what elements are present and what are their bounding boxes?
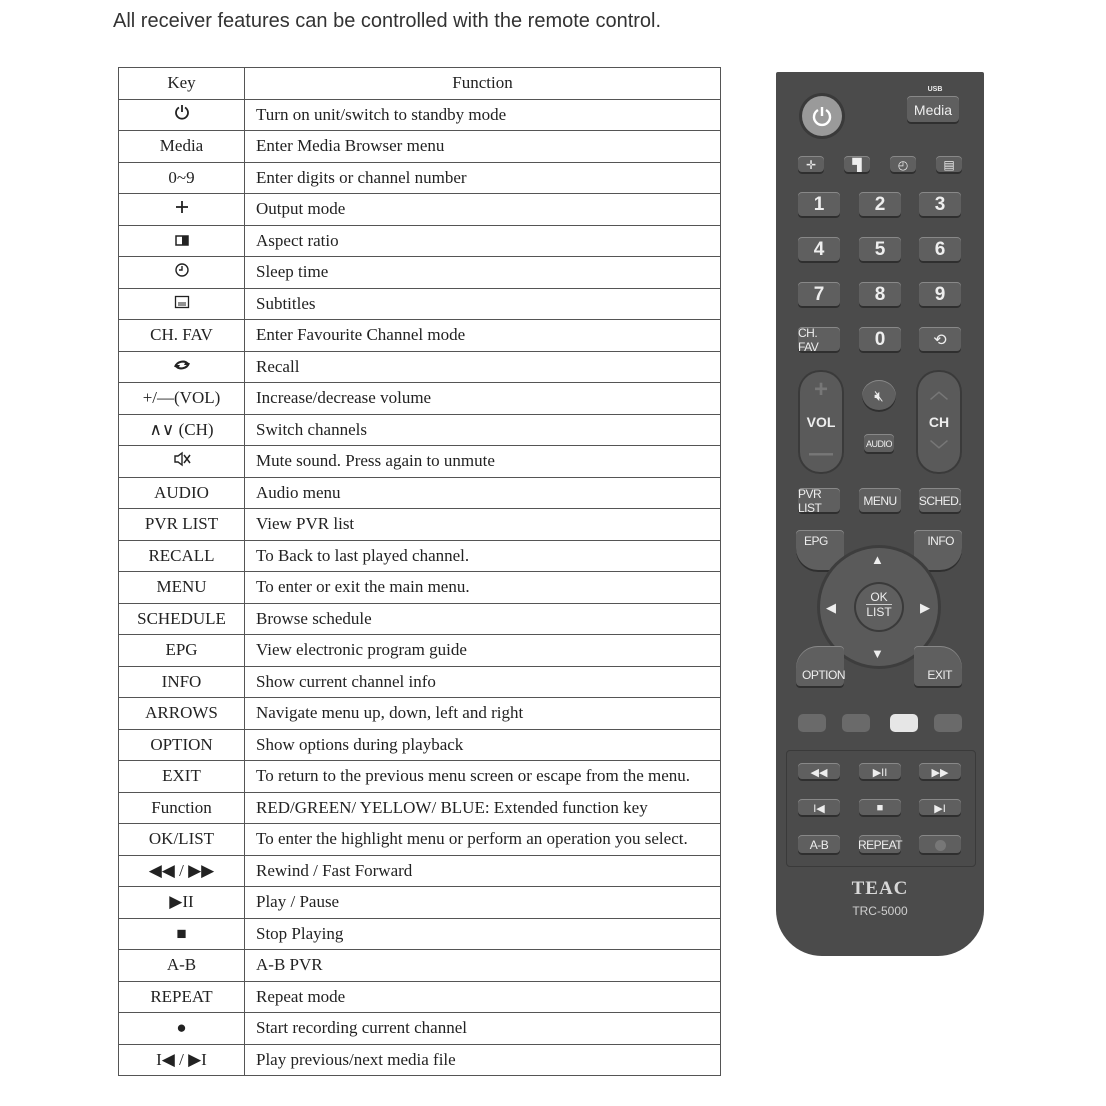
table-row	[119, 131, 721, 163]
output-mode-icon	[174, 200, 190, 219]
table-row	[119, 887, 721, 919]
yellow-function-button[interactable]	[890, 714, 918, 732]
table-row	[119, 792, 721, 824]
function-cell: To enter the highlight menu or perform an operation you select.	[245, 824, 721, 856]
key-cell: SCHEDULE	[119, 603, 245, 635]
channel-rocker[interactable]	[916, 370, 962, 474]
function-cell: Enter Favourite Channel mode	[245, 320, 721, 352]
volume-down-icon: —	[809, 440, 833, 467]
key-cell	[119, 257, 245, 289]
red-function-button[interactable]	[798, 714, 826, 732]
key-cell	[119, 194, 245, 226]
record-icon	[935, 840, 946, 851]
usb-label: USB	[927, 86, 943, 93]
blue-function-button[interactable]	[934, 714, 962, 732]
subtitles-button[interactable]	[936, 156, 962, 174]
digit-2-button[interactable]: 2	[859, 192, 901, 218]
recall-button[interactable]	[919, 327, 961, 353]
digit-0-button[interactable]: 0	[859, 327, 901, 353]
digit-8-button[interactable]: 8	[859, 282, 901, 308]
function-cell: Navigate menu up, down, left and right	[245, 698, 721, 730]
digit-4-button[interactable]: 4	[798, 237, 840, 263]
table-row	[119, 666, 721, 698]
mute-icon	[173, 452, 191, 471]
remote-control	[776, 72, 984, 956]
key-cell: Media	[119, 131, 245, 163]
function-cell: Enter Media Browser menu	[245, 131, 721, 163]
output-mode-icon: ✛	[805, 158, 817, 172]
function-cell: Enter digits or channel number	[245, 162, 721, 194]
previous-button[interactable]: I◀	[798, 799, 840, 817]
table-row	[119, 99, 721, 131]
power-icon	[174, 105, 190, 124]
channel-up-icon: ︿	[930, 382, 948, 402]
key-cell: A-B	[119, 950, 245, 982]
table-row	[119, 288, 721, 320]
key-column-header: Key	[119, 68, 245, 100]
key-cell: RECALL	[119, 540, 245, 572]
table-row	[119, 477, 721, 509]
key-cell: OPTION	[119, 729, 245, 761]
function-cell: View PVR list	[245, 509, 721, 541]
key-function-table	[118, 67, 721, 1076]
power-icon	[811, 105, 833, 127]
key-cell: AUDIO	[119, 477, 245, 509]
table-row	[119, 194, 721, 226]
digit-5-button[interactable]: 5	[859, 237, 901, 263]
function-cell: Audio menu	[245, 477, 721, 509]
table-row	[119, 540, 721, 572]
rewind-button[interactable]: ◀◀	[798, 763, 840, 781]
ab-button[interactable]: A-B	[798, 835, 840, 855]
key-cell: INFO	[119, 666, 245, 698]
table-row	[119, 572, 721, 604]
function-cell: Output mode	[245, 194, 721, 226]
key-cell: I◀ / ▶I	[119, 1044, 245, 1076]
channel-down-icon: ﹀	[930, 440, 948, 460]
function-cell: Turn on unit/switch to standby mode	[245, 99, 721, 131]
function-cell: Browse schedule	[245, 603, 721, 635]
digit-1-button[interactable]: 1	[798, 192, 840, 218]
table-row	[119, 383, 721, 415]
pvr-list-button[interactable]: PVR LIST	[798, 488, 840, 514]
menu-button[interactable]: MENU	[859, 488, 901, 514]
ok-label: OK	[866, 590, 892, 605]
key-cell: CH. FAV	[119, 320, 245, 352]
function-cell: To return to the previous menu screen or escape from the menu.	[245, 761, 721, 793]
key-cell: PVR LIST	[119, 509, 245, 541]
table-row	[119, 950, 721, 982]
next-button[interactable]: ▶I	[919, 799, 961, 817]
aspect-ratio-button[interactable]	[844, 156, 870, 174]
table-row	[119, 918, 721, 950]
function-cell: View electronic program guide	[245, 635, 721, 667]
digit-7-button[interactable]: 7	[798, 282, 840, 308]
digit-6-button[interactable]: 6	[919, 237, 961, 263]
play-pause-button[interactable]: ▶II	[859, 763, 901, 781]
brand-logo: TEAC	[851, 878, 909, 899]
function-cell: Subtitles	[245, 288, 721, 320]
key-cell	[119, 225, 245, 257]
function-cell: Start recording current channel	[245, 1013, 721, 1045]
key-cell	[119, 351, 245, 383]
exit-button[interactable]: EXIT	[914, 646, 962, 688]
table-row	[119, 509, 721, 541]
ch-fav-button[interactable]: CH. FAV	[798, 327, 840, 353]
fast-forward-button[interactable]: ▶▶	[919, 763, 961, 781]
arrow-down-icon: ▼	[871, 646, 884, 661]
key-cell: 0~9	[119, 162, 245, 194]
key-cell	[119, 446, 245, 478]
table-row	[119, 603, 721, 635]
volume-up-icon: +	[813, 376, 828, 403]
table-row	[119, 446, 721, 478]
key-cell: +/—(VOL)	[119, 383, 245, 415]
model-label: TRC-5000	[852, 904, 908, 918]
table-row	[119, 698, 721, 730]
table-row	[119, 351, 721, 383]
mute-button[interactable]	[862, 380, 896, 412]
key-cell: MENU	[119, 572, 245, 604]
table-row	[119, 855, 721, 887]
sleep-timer-icon	[174, 263, 190, 282]
vol-label: VOL	[806, 414, 836, 430]
volume-rocker[interactable]	[798, 370, 844, 474]
key-cell: EXIT	[119, 761, 245, 793]
key-cell: Function	[119, 792, 245, 824]
table-body	[119, 99, 721, 1076]
ch-label: CH	[928, 414, 950, 430]
function-cell: Rewind / Fast Forward	[245, 855, 721, 887]
digit-9-button[interactable]: 9	[919, 282, 961, 308]
recall-icon	[172, 357, 192, 376]
table-row	[119, 981, 721, 1013]
arrow-up-icon: ▲	[871, 552, 884, 567]
function-cell: Stop Playing	[245, 918, 721, 950]
table-row	[119, 1013, 721, 1045]
subtitles-icon: ▤	[943, 158, 955, 172]
function-cell: Show current channel info	[245, 666, 721, 698]
info-button[interactable]: INFO	[914, 530, 962, 572]
repeat-button[interactable]: REPEAT	[859, 835, 901, 855]
function-cell: Mute sound. Press again to unmute	[245, 446, 721, 478]
intro-text: All receiver features can be controlled with the remote control.	[113, 10, 662, 32]
function-cell: To enter or exit the main menu.	[245, 572, 721, 604]
function-cell: A-B PVR	[245, 950, 721, 982]
key-cell: ∧∨ (CH)	[119, 414, 245, 446]
sleep-timer-button[interactable]	[890, 156, 916, 174]
function-cell: Recall	[245, 351, 721, 383]
function-cell: RED/GREEN/ YELLOW/ BLUE: Extended function key	[245, 792, 721, 824]
function-cell: Play previous/next media file	[245, 1044, 721, 1076]
sleep-timer-icon: ◴	[897, 158, 909, 172]
key-cell: ◀◀ / ▶▶	[119, 855, 245, 887]
list-label: LIST	[866, 605, 892, 619]
option-button[interactable]: OPTION	[796, 646, 844, 688]
function-cell: Aspect ratio	[245, 225, 721, 257]
key-cell: EPG	[119, 635, 245, 667]
key-cell: OK/LIST	[119, 824, 245, 856]
function-cell: Play / Pause	[245, 887, 721, 919]
key-cell	[119, 288, 245, 320]
green-function-button[interactable]	[842, 714, 870, 732]
table-row	[119, 635, 721, 667]
arrow-right-icon: ▶	[920, 600, 930, 615]
arrow-left-icon: ◀	[826, 600, 836, 615]
table-row	[119, 824, 721, 856]
table-row	[119, 761, 721, 793]
function-cell: Increase/decrease volume	[245, 383, 721, 415]
key-cell	[119, 99, 245, 131]
key-cell: ●	[119, 1013, 245, 1045]
table-row	[119, 729, 721, 761]
ok-list-button[interactable]	[856, 584, 902, 630]
function-cell: Show options during playback	[245, 729, 721, 761]
audio-button[interactable]: AUDIO	[864, 434, 894, 454]
schedule-button[interactable]: SCHED.	[919, 488, 961, 514]
table-row	[119, 414, 721, 446]
key-cell: ▶II	[119, 887, 245, 919]
key-cell: REPEAT	[119, 981, 245, 1013]
key-cell: ■	[119, 918, 245, 950]
aspect-ratio-icon: ▜	[852, 158, 862, 172]
media-button[interactable]: Media	[907, 96, 959, 124]
table-row	[119, 1044, 721, 1076]
subtitles-icon	[174, 294, 190, 313]
table-header-row	[119, 68, 721, 100]
media-group	[907, 86, 963, 124]
power-button[interactable]	[802, 96, 842, 136]
mute-icon: 🔇︎	[874, 387, 884, 405]
function-cell: Sleep time	[245, 257, 721, 289]
function-cell: To Back to last played channel.	[245, 540, 721, 572]
digit-3-button[interactable]: 3	[919, 192, 961, 218]
table-row	[119, 257, 721, 289]
recall-icon: ⟲	[933, 332, 947, 349]
table-row	[119, 162, 721, 194]
function-cell: Switch channels	[245, 414, 721, 446]
output-mode-button[interactable]	[798, 156, 824, 174]
key-cell: ARROWS	[119, 698, 245, 730]
epg-button[interactable]: EPG	[796, 530, 844, 572]
record-button[interactable]	[919, 835, 961, 855]
function-cell: Repeat mode	[245, 981, 721, 1013]
table-row	[119, 225, 721, 257]
function-column-header: Function	[245, 68, 721, 100]
stop-button[interactable]: ■	[859, 799, 901, 817]
aspect-ratio-icon	[175, 231, 189, 250]
table-row	[119, 320, 721, 352]
